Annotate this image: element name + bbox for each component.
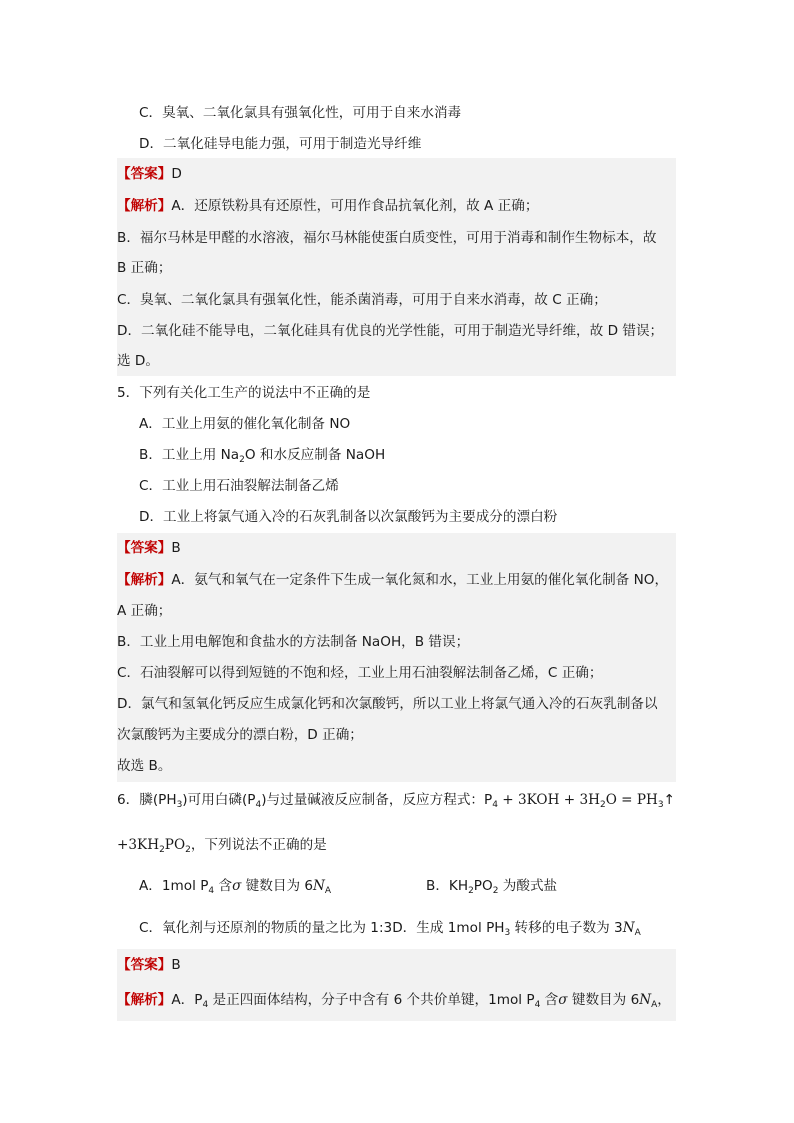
q6-option-b: B．$KH_2PO_2$ 为酸式盐 xyxy=(426,878,558,896)
q6-analysis-line: 【解析】A．$P_4$ 是正四面体结构，分子中含有 6 个共价单键，1mol $P_4$ 含σ 键数目为 $6N_A$， xyxy=(117,992,671,1010)
sigma-symbol: σ xyxy=(232,878,242,894)
q6-answer xyxy=(117,955,181,975)
answer-value: B xyxy=(171,957,181,973)
q4-option-c: C．臭氧、二氧化氯具有强氧化性，可用于自来水消毒 xyxy=(139,105,462,121)
answer-value: B xyxy=(171,540,181,556)
q4-answer-box xyxy=(117,158,676,376)
analysis-tag: 【解析】 xyxy=(117,572,172,588)
q4-analysis-line: 【解析】A．还原铁粉具有还原性，可用作食品抗氧化剂，故 A 正确； xyxy=(117,198,539,214)
q5-analysis-line: D．氯气和氢氧化钙反应生成氯化钙和次氯酸钙，所以工业上将氯气通入冷的石灰乳制备以 xyxy=(117,696,658,712)
answer-tag: 【答案】 xyxy=(117,166,172,182)
q4-option-d: D．二氧化硅导电能力强，可用于制造光导纤维 xyxy=(139,136,422,152)
q5-analysis-line: C．石油裂解可以得到短链的不饱和烃，工业上用石油裂解法制备乙烯，C 正确； xyxy=(117,665,603,681)
up-arrow-icon: ↑ xyxy=(663,792,676,808)
analysis-tag: 【解析】 xyxy=(117,198,172,214)
q4-analysis-line: 选 D。 xyxy=(117,353,159,369)
q4-analysis-line: D．二氧化硅不能导电，二氧化硅具有优良的光学性能，可用于制造光导纤维，故 D 错误； xyxy=(117,323,664,339)
q5-option-c: C．工业上用石油裂解法制备乙烯 xyxy=(139,478,339,494)
q5-analysis-line: A 正确； xyxy=(117,603,172,619)
q4-analysis-line: C．臭氧、二氧化氯具有强氧化性，能杀菌消毒，可用于自来水消毒，故 C 正确； xyxy=(117,292,607,308)
q4-analysis-line: B．福尔马林是甲醛的水溶液，福尔马林能使蛋白质变性，可用于消毒和制作生物标本，故 xyxy=(117,230,657,246)
q5-analysis-line: 次氯酸钙为主要成分的漂白粉，D 正确； xyxy=(117,727,363,743)
q4-analysis-line: B 正确； xyxy=(117,260,172,276)
q5-analysis-line: 故选 B。 xyxy=(117,758,172,774)
q5-option-a: A．工业上用氨的催化氧化制备 NO xyxy=(139,416,351,432)
q4-answer xyxy=(117,164,182,184)
q5-answer xyxy=(117,538,181,558)
answer-value: D xyxy=(171,166,182,182)
q6-option-a: A．1mol $P_4$ 含σ 键数目为 $6N_A$ xyxy=(139,878,332,896)
q5-analysis-line: B．工业上用电解饱和食盐水的方法制备 NaOH，B 错误； xyxy=(117,634,470,650)
analysis-tag: 【解析】 xyxy=(117,992,172,1008)
q5-option-b: B．工业上用 $Na_2O$ 和水反应制备 NaOH xyxy=(139,447,386,465)
q5-stem: 5．下列有关化工生产的说法中不正确的是 xyxy=(117,385,371,401)
answer-tag: 【答案】 xyxy=(117,540,172,556)
q6-option-c-d xyxy=(139,918,641,943)
q5-option-d: D．工业上将氯气通入冷的石灰乳制备以次氯酸钙为主要成分的漂白粉 xyxy=(139,509,558,525)
q6-stem-line-2: $+3KH_2PO_2$，下列说法不正确的是 xyxy=(117,837,327,855)
q5-analysis-line: 【解析】A．氨气和氧气在一定条件下生成一氧化氮和水，工业上用氨的催化氧化制备 NO， xyxy=(117,572,669,588)
q6-stem-line-1: 6．膦$(PH_3)$可用白磷$(P_4)$与过量碱液反应制备，反应方程式：$P_4 + 3KOH + 3H_2O$ = $PH_3↑$ xyxy=(117,792,676,810)
q6-option-c: C．氧化剂与还原剂的物质的量之比为 1:3 xyxy=(139,920,393,936)
q6-option-d: D．生成 1mol $PH_3$ 转移的电子数为 $3N_A$ xyxy=(392,920,641,938)
answer-tag: 【答案】 xyxy=(117,957,172,973)
